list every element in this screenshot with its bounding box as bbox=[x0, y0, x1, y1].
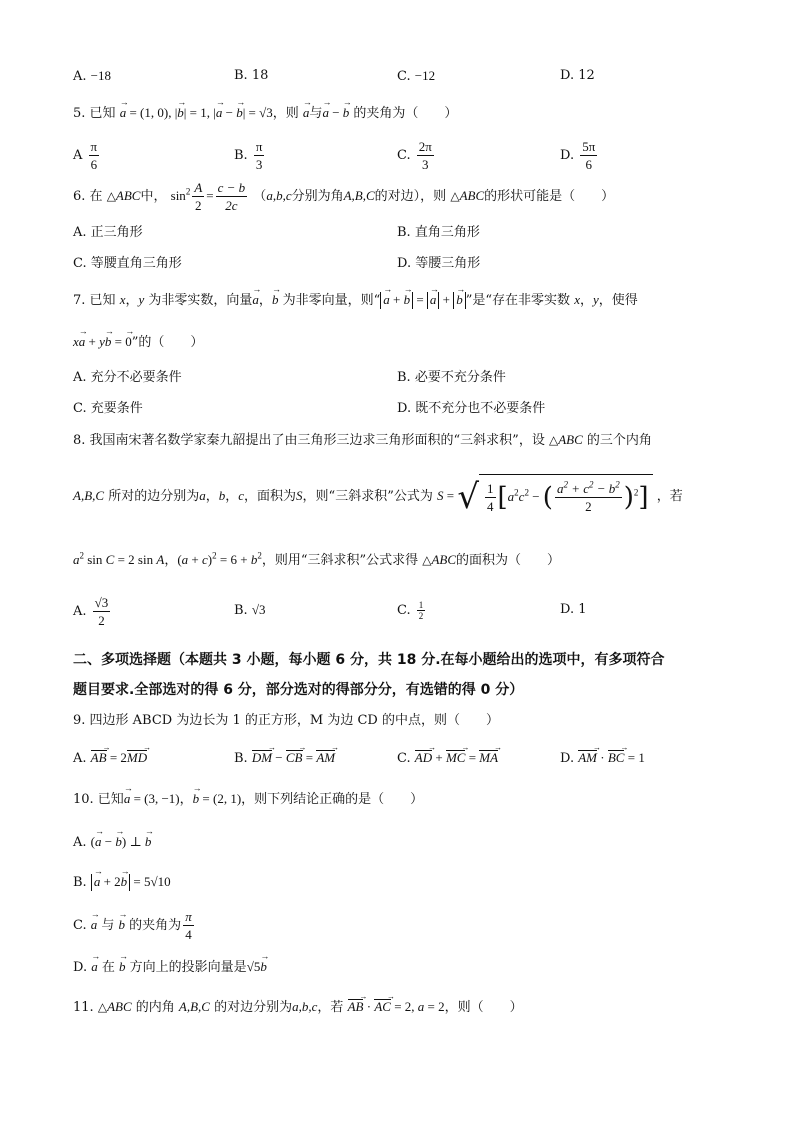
q7-stem-line2: x→ a + y→ b = → 0”的（ ） bbox=[73, 332, 203, 353]
q8-option-b: B. √3 bbox=[234, 602, 266, 618]
q8-stem-line1: 8. 我国南宋著名数学家秦九韶提出了由三角形三边求三角形面积的“三斜求积”，设 △ABC 的三个内角 bbox=[73, 432, 652, 448]
q9-option-b: B. DM → − CB → = AM → bbox=[234, 748, 335, 769]
q8-option-a: A. $\frac{√3}{2}$ bbox=[73, 595, 109, 628]
q8-option-c: C. $\frac{1}{2}$ bbox=[397, 600, 424, 621]
q10-option-b: B. → a + 2→ b = 5√10 bbox=[73, 872, 171, 893]
q5-option-d: D. $\frac{5\pi}{6}$ bbox=[560, 139, 596, 172]
q7-stem-line1: 7. 已知 x，y 为非零实数，向量→ a，→ b 为非零向量，则“→ a + → b = → a + → b ”是“存在非零实数 x，y，使得 bbox=[73, 290, 638, 311]
q8-stem-line3: $a^2$ sin C = 2 sin A，$(a + c)^2 = 6 + b^2$，则用“三斜求积”公式求得 △ABC的面积为（ ） bbox=[73, 550, 561, 568]
section2-heading-line1: 二、多项选择题（本题共 3 小题，每小题 6 分，共 18 分.在每小题给出的选项中，有多项符合 bbox=[73, 652, 665, 668]
q8-stem-line2: A,B,C 所对的边分别为a，b，c，面积为S，则“三斜求积”公式为 S = √ $\frac{1}{4}$ [$a^2c^2$ − ( $\frac{a^2 + c^2 - b^2}{2}$ )$^2$] ，若 bbox=[73, 470, 683, 523]
q7-option-d: D. 既不充分也不必要条件 bbox=[397, 401, 546, 416]
q6-option-c: C. 等腰直角三角形 bbox=[73, 256, 182, 271]
q7-option-c: C. 充要条件 bbox=[73, 401, 143, 416]
q5-option-a: A $\frac{\pi}{6}$ bbox=[73, 139, 98, 172]
q9-option-c: C. AD → + MC → = MA → bbox=[397, 748, 498, 769]
q4-option-b: B. 18 bbox=[234, 68, 269, 83]
q4-option-c: C. −12 bbox=[397, 68, 436, 84]
section2-heading-line2: 题目要求.全部选对的得 6 分，部分选对的得部分分，有选错的得 0 分） bbox=[73, 682, 524, 698]
q5-option-b: B. $\frac{\pi}{3}$ bbox=[234, 139, 263, 172]
q10-option-d: D. → a 在 → b 方向上的投影向量是√5→ b bbox=[73, 957, 267, 978]
q4-option-a: A. −18 bbox=[73, 68, 112, 84]
q9-stem: 9. 四边形 ABCD 为边长为 1 的正方形，M 为边 CD 的中点，则（ ） bbox=[73, 713, 499, 728]
q8-option-d: D. 1 bbox=[560, 602, 587, 617]
q5-option-c: C. $\frac{2\pi}{3}$ bbox=[397, 139, 432, 172]
q6-option-a: A. 正三角形 bbox=[73, 225, 143, 240]
q9-option-a: A. AB → = 2MD → bbox=[73, 748, 147, 769]
q5-stem: 5. 已知 → a = (1, 0), |→ b| = 1, |→ a − → b| = √3，则 → a与→ a − → b 的夹角为（ ） bbox=[73, 103, 457, 124]
q4-option-d: D. 12 bbox=[560, 68, 595, 83]
q11-stem: 11. △ABC 的内角 A,B,C 的对边分别为a,b,c，若 AB → · AC → = 2, a = 2，则（ ） bbox=[73, 997, 523, 1018]
q10-option-a: A. (→ a − → b) ⊥ → b bbox=[73, 832, 151, 853]
q6-stem: 6. 在 △ABC中， $\sin^2$ $\frac{A}{2}$ = $\frac{c - b}{2c}$ （a,b,c分别为角A,B,C的对边），则 △ABC的形状可能是（ ） bbox=[73, 180, 615, 213]
q10-stem: 10. 已知→ a = (3, −1)，→ b = (2, 1)，则下列结论正确的是（ ） bbox=[73, 789, 423, 810]
q7-option-a: A. 充分不必要条件 bbox=[73, 370, 182, 385]
q6-option-b: B. 直角三角形 bbox=[397, 225, 480, 240]
q10-option-c: C. → a 与 → b 的夹角为 $\frac{\pi}{4}$ bbox=[73, 905, 196, 946]
q9-option-d: D. AM → · BC → = 1 bbox=[560, 748, 645, 769]
q7-option-b: B. 必要不充分条件 bbox=[397, 370, 506, 385]
q6-option-d: D. 等腰三角形 bbox=[397, 256, 481, 271]
